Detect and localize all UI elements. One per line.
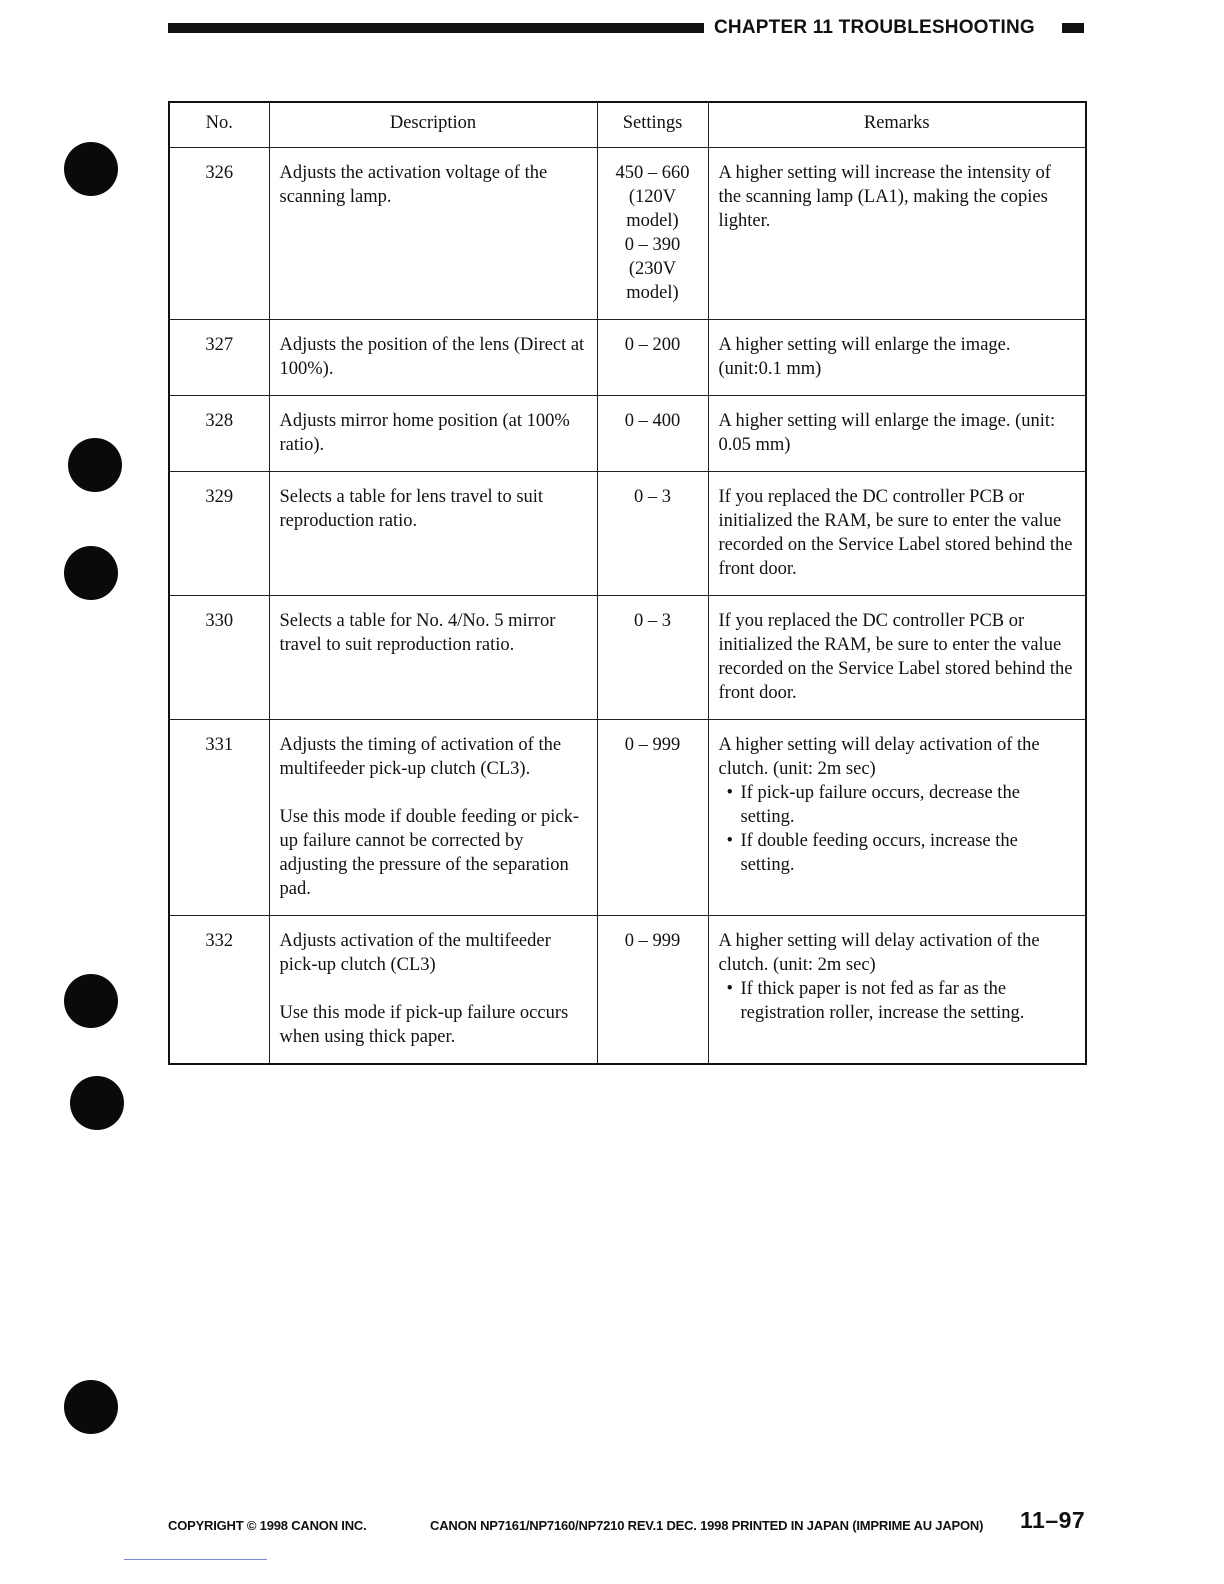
chapter-title: CHAPTER 11 TROUBLESHOOTING xyxy=(714,17,1035,38)
remarks-text: A higher setting will increase the intensity of the scanning lamp (LA1), making the copies lighter. xyxy=(718,163,1051,231)
remarks-text: A higher setting will enlarge the image. (unit:0.1 mm) xyxy=(718,335,1011,379)
row-description xyxy=(269,148,597,320)
row-number: 332 xyxy=(169,916,269,1065)
row-settings xyxy=(597,148,708,320)
settings-value: 0 – 999 xyxy=(624,735,681,755)
remarks-text: A higher setting will delay activation of the clutch. (unit: 2m sec) xyxy=(718,735,1040,779)
settings-value: 0 – 3 xyxy=(634,487,671,507)
settings-value: 0 – 390 xyxy=(624,235,681,255)
table-row xyxy=(169,396,1086,472)
footer-copyright: COPYRIGHT © 1998 CANON INC. xyxy=(168,1518,367,1533)
table-row xyxy=(169,916,1086,1065)
row-description xyxy=(269,472,597,596)
remarks-bullet-item: • If thick paper is not fed as far as the registration roller, increase the setting. xyxy=(719,977,1076,1025)
row-description xyxy=(269,396,597,472)
footer-rule xyxy=(124,1559,267,1560)
page-number: 11–97 xyxy=(1020,1507,1086,1533)
table-row xyxy=(169,596,1086,720)
remarks-text: A higher setting will delay activation of the clutch. (unit: 2m sec) xyxy=(718,931,1040,975)
settings-value: 0 – 200 xyxy=(624,335,681,355)
binder-hole xyxy=(68,438,122,492)
row-settings xyxy=(597,720,708,916)
column-header-remarks: Remarks xyxy=(708,102,1086,148)
row-settings xyxy=(597,472,708,596)
settings-value: 0 – 400 xyxy=(624,411,681,431)
binder-hole xyxy=(64,974,118,1028)
row-number: 330 xyxy=(169,596,269,720)
description-text: Adjusts the position of the lens (Direct at 100%). xyxy=(279,335,585,379)
description-text: Selects a table for No. 4/No. 5 mirror travel to suit reproduction ratio. xyxy=(279,611,556,655)
binder-hole xyxy=(64,546,118,600)
row-settings xyxy=(597,596,708,720)
footer-document-info: CANON NP7161/NP7160/NP7210 REV.1 DEC. 1998 PRINTED IN JAPAN (IMPRIME AU JAPON) xyxy=(430,1518,984,1533)
paragraph-gap xyxy=(280,781,587,805)
table-row xyxy=(169,320,1086,396)
settings-value: 0 – 3 xyxy=(634,611,671,631)
row-description xyxy=(269,320,597,396)
row-settings xyxy=(597,320,708,396)
description-text: Adjusts activation of the multifeeder pick-up clutch (CL3) xyxy=(279,931,551,975)
row-number: 329 xyxy=(169,472,269,596)
remarks-text: If you replaced the DC controller PCB or initialized the RAM, be sure to enter the value recorded on the Service Label stored behind the front door. xyxy=(718,611,1073,703)
row-remarks xyxy=(708,396,1086,472)
row-remarks xyxy=(708,596,1086,720)
column-header-description: Description xyxy=(269,102,597,148)
row-settings xyxy=(597,396,708,472)
description-text: Adjusts the timing of activation of the multifeeder pick-up clutch (CL3). xyxy=(279,735,562,779)
row-remarks xyxy=(708,148,1086,320)
remarks-bullet-item: • If double feeding occurs, increase the setting. xyxy=(719,829,1076,877)
row-description xyxy=(269,596,597,720)
remarks-bullet-item: • If pick-up failure occurs, decrease the setting. xyxy=(719,781,1076,829)
header-rule-right xyxy=(1062,23,1084,33)
row-number: 327 xyxy=(169,320,269,396)
row-remarks xyxy=(708,320,1086,396)
row-description xyxy=(269,720,597,916)
binder-hole xyxy=(64,142,118,196)
settings-value: 0 – 999 xyxy=(624,931,681,951)
table-row xyxy=(169,720,1086,916)
description-text: Adjusts mirror home position (at 100% ratio). xyxy=(279,411,570,455)
table-header-row xyxy=(169,102,1086,148)
remarks-text: A higher setting will enlarge the image. (unit: 0.05 mm) xyxy=(718,411,1056,455)
description-text: Selects a table for lens travel to suit reproduction ratio. xyxy=(279,487,544,531)
row-settings xyxy=(597,916,708,1065)
row-description xyxy=(269,916,597,1065)
column-header-no: No. xyxy=(169,102,269,148)
remarks-text: If you replaced the DC controller PCB or initialized the RAM, be sure to enter the value recorded on the Service Label stored behind the front door. xyxy=(718,487,1073,579)
remarks-bullet-list xyxy=(719,977,1076,1025)
remarks-bullet-list xyxy=(719,781,1076,877)
column-header-settings: Settings xyxy=(597,102,708,148)
settings-value: 450 – 660 xyxy=(615,163,690,183)
settings-model: (230V model) xyxy=(626,259,679,303)
description-usage-text: Use this mode if pick-up failure occurs when using thick paper. xyxy=(279,1003,569,1047)
table-row xyxy=(169,148,1086,320)
paragraph-gap xyxy=(280,977,587,1001)
settings-model: (120V model) xyxy=(626,187,679,231)
row-remarks xyxy=(708,916,1086,1065)
header-rule-left xyxy=(168,23,704,33)
row-number: 326 xyxy=(169,148,269,320)
service-mode-table xyxy=(168,101,1087,1065)
binder-hole xyxy=(70,1076,124,1130)
row-remarks xyxy=(708,720,1086,916)
binder-hole xyxy=(64,1380,118,1434)
row-number: 328 xyxy=(169,396,269,472)
row-remarks xyxy=(708,472,1086,596)
description-usage-text: Use this mode if double feeding or pick-up failure cannot be corrected by adjusting the pressure of the separation pad. xyxy=(279,807,580,899)
table-row xyxy=(169,472,1086,596)
row-number: 331 xyxy=(169,720,269,916)
description-text: Adjusts the activation voltage of the scanning lamp. xyxy=(279,163,548,207)
